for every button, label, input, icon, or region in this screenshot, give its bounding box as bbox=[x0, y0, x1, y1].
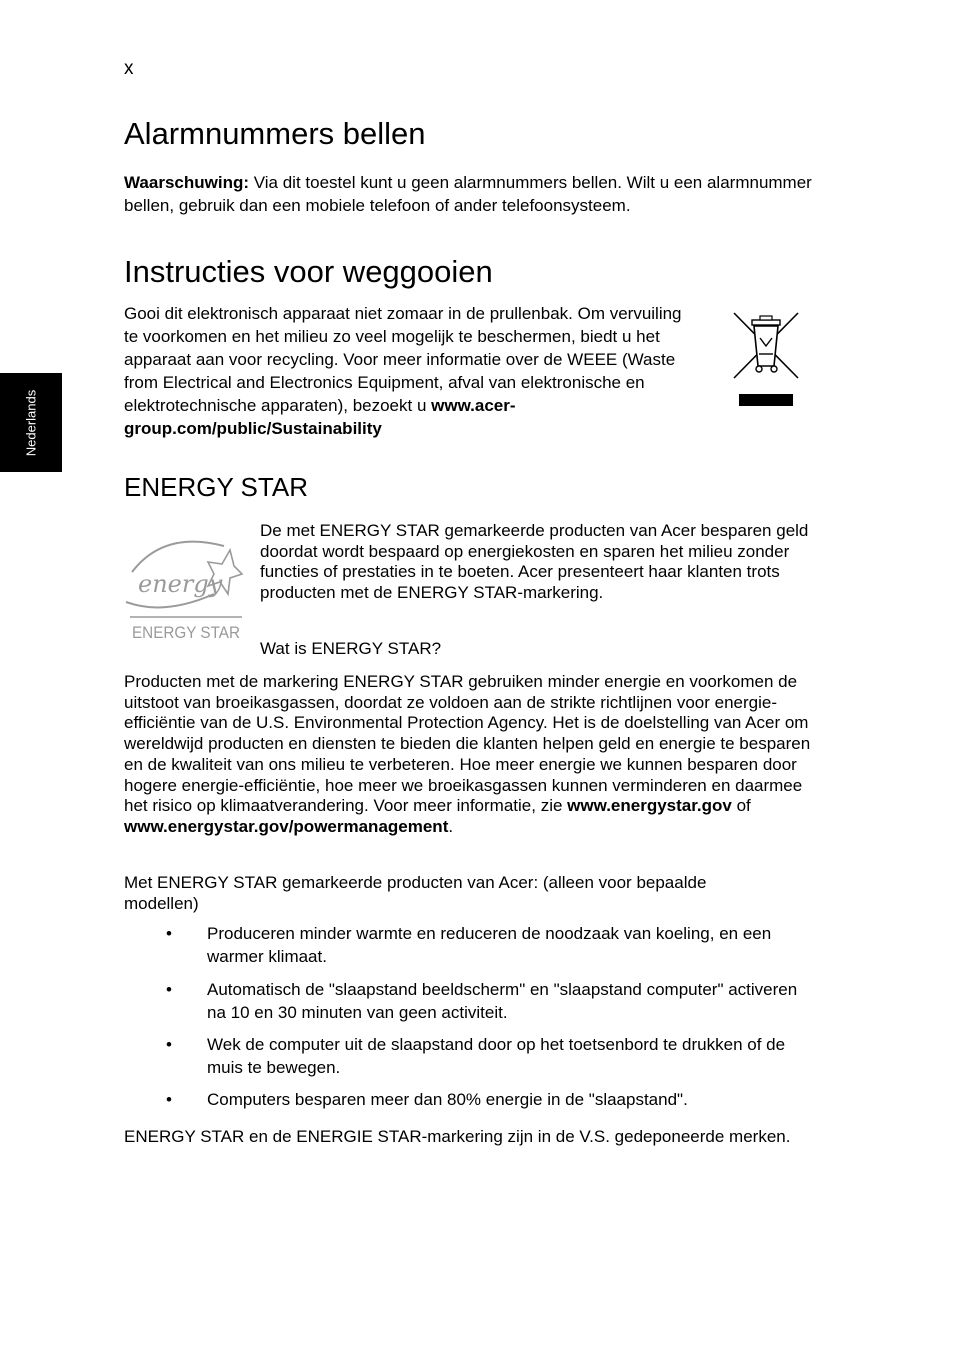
link-separator: of bbox=[731, 796, 751, 816]
energy-body-text: Producten met de markering ENERGY STAR gebruiken minder energie en voorkomen de uitstoot van broeikasgassen, doordat ze voldoen aan de strikte richtlijnen voor energie-efficiëntie van de U.S. Environmental Protection Agency. Het is de doelstelling van Acer om wereldwijd producten en diensten te bieden die klanten helpen geld en energie te besparen en de kwaliteit van ons milieu te verbeteren. Hoe meer energie we kunnen besparen door hogere energie-efficiëntie, hoe meer we broeikasgassen kunnen verminderen en daarmee het risico op klimaatverandering. Voor meer informatie, zie bbox=[124, 672, 811, 816]
energy-script-text: energy bbox=[138, 570, 223, 598]
disposal-heading: Instructies voor weggooien bbox=[124, 254, 493, 289]
list-item: Automatisch de "slaapstand beeldscherm" en "slaapstand computer" activeren na 10 en 30 minuten van geen activiteit. bbox=[207, 980, 798, 1022]
alarm-heading: Alarmnummers bellen bbox=[124, 116, 426, 151]
energy-question: Wat is ENERGY STAR? bbox=[260, 639, 442, 658]
language-side-tab bbox=[0, 373, 62, 472]
bullet-marker: • bbox=[166, 1090, 172, 1109]
sustainability-link[interactable]: www.acer-group.com/public/Sustainability bbox=[124, 396, 516, 438]
link-end: . bbox=[448, 816, 454, 836]
list-intro: Met ENERGY STAR gemarkeerde producten van Acer: (alleen voor bepaalde modellen) bbox=[124, 873, 707, 913]
energy-intro: De met ENERGY STAR gemarkeerde producten van Acer besparen geld doordat wordt bespaard op energiekosten en sparen het milieu zonder functies of prestaties in te boeten. Acer presenteert haar klanten trots producten met de ENERGY STAR-markering. bbox=[260, 521, 809, 603]
weee-crossed-bin-icon bbox=[730, 310, 802, 410]
energy-star-logo bbox=[124, 532, 246, 646]
bullet-marker: • bbox=[166, 1035, 172, 1054]
language-label: Nederlands bbox=[23, 389, 39, 457]
disposal-body: Gooi dit elektronisch apparaat niet zomaar in de prullenbak. Om vervuiling te voorkomen en het milieu zo veel mogelijk te beschermen, biedt u het apparaat aan voor recycling. Voor meer informatie over de WEEE (Waste from Electrical and Electronics Equipment, afval van elektronische en elektrotechnische apparaten), bezoekt u bbox=[124, 304, 682, 415]
disposal-text bbox=[124, 302, 696, 440]
energy-logo-caption: ENERGY STAR bbox=[132, 623, 240, 642]
powermanagement-link[interactable]: www.energystar.gov/powermanagement bbox=[124, 816, 449, 836]
page-number: x bbox=[124, 58, 134, 79]
energystar-link[interactable]: www.energystar.gov bbox=[567, 796, 732, 816]
bullet-marker: • bbox=[166, 980, 172, 999]
energy-heading: ENERGY STAR bbox=[124, 472, 308, 502]
warning-label: Waarschuwing: bbox=[124, 173, 249, 192]
trademark-note: ENERGY STAR en de ENERGIE STAR-markering zijn in de V.S. gedeponeerde merken. bbox=[124, 1127, 791, 1146]
energy-body bbox=[124, 672, 820, 838]
warning-text: Via dit toestel kunt u geen alarmnummers bellen. Wilt u een alarmnummer bellen, gebruik dan een mobiele telefoon of ander telefoonsysteem. bbox=[124, 173, 812, 215]
list-item: Computers besparen meer dan 80% energie in de "slaapstand". bbox=[207, 1090, 688, 1109]
alarm-warning bbox=[124, 171, 824, 217]
bullet-marker: • bbox=[166, 924, 172, 943]
list-item: Wek de computer uit de slaapstand door op het toetsenbord te drukken of de muis te bewegen. bbox=[207, 1035, 786, 1077]
list-item: Produceren minder warmte en reduceren de noodzaak van koeling, en een warmer klimaat. bbox=[207, 924, 772, 966]
